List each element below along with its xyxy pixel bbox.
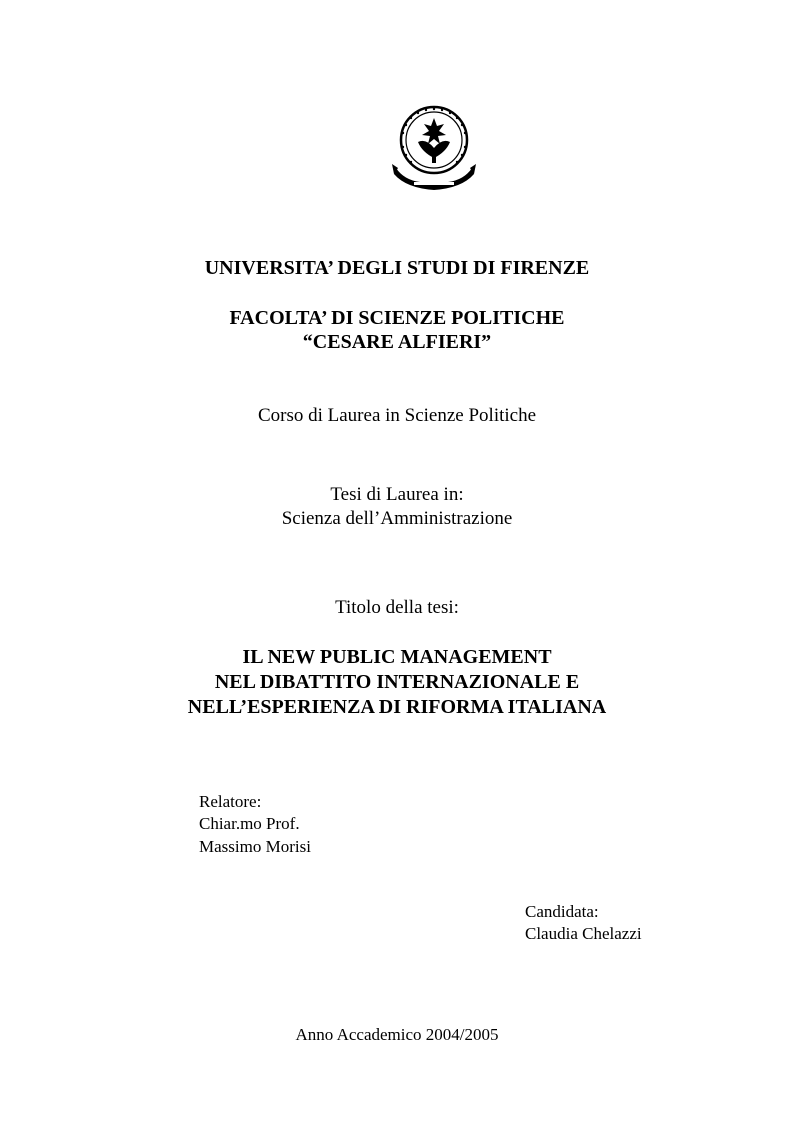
- degree-course: Corso di Laurea in Scienze Politiche: [257, 405, 537, 426]
- thesis-title-line-3: NELL’ESPERIENZA DI RIFORMA ITALIANA: [187, 696, 607, 718]
- university-seal-icon: [384, 98, 484, 194]
- supervisor-name: Massimo Morisi: [199, 837, 311, 856]
- thesis-title-line-1: IL NEW PUBLIC MANAGEMENT: [242, 646, 552, 668]
- academic-year: Anno Accademico 2004/2005: [295, 1025, 499, 1044]
- thesis-subject: Scienza dell’Amministrazione: [281, 508, 513, 529]
- university-name: UNIVERSITA’ DEGLI STUDI DI FIRENZE: [204, 257, 590, 279]
- supervisor-label: Relatore:: [199, 792, 262, 811]
- thesis-title-line-2: NEL DIBATTITO INTERNAZIONALE E: [214, 671, 580, 693]
- thesis-subject-label: Tesi di Laurea in:: [330, 484, 464, 505]
- candidate-label: Candidata:: [525, 902, 599, 921]
- candidate-name: Claudia Chelazzi: [525, 924, 642, 943]
- thesis-title-label: Titolo della tesi:: [335, 597, 459, 618]
- faculty-dedication: “CESARE ALFIERI”: [302, 331, 492, 353]
- faculty-name: FACOLTA’ DI SCIENZE POLITICHE: [229, 307, 565, 329]
- supervisor-title: Chiar.mo Prof.: [199, 814, 300, 833]
